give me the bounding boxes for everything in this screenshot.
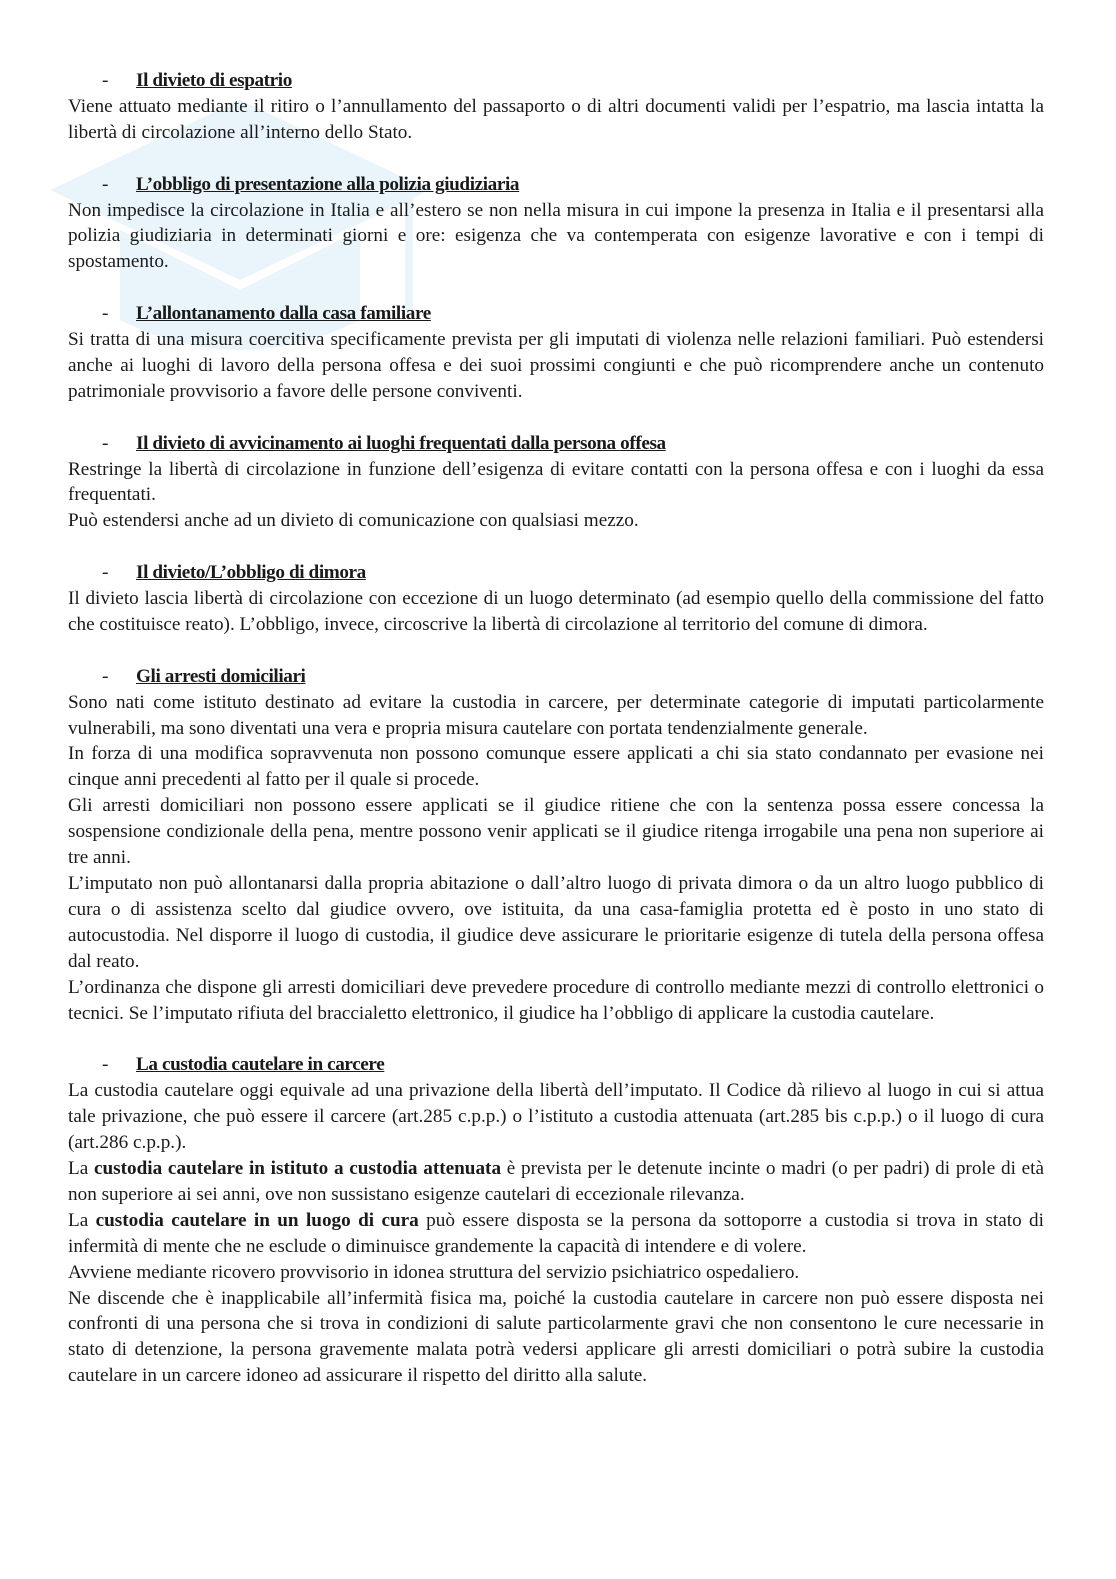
section-allontanamento: [68, 301, 1044, 405]
section-heading: [68, 664, 1044, 690]
heading-dash: -: [102, 303, 109, 325]
section-heading: [68, 560, 1044, 586]
heading-title: L’allontanamento dalla casa familiare: [136, 303, 431, 325]
paragraph-custodia-attenuata: [68, 1156, 1044, 1208]
heading-dash: -: [102, 432, 109, 454]
heading-title: L’obbligo di presentazione alla polizia giudiziaria: [136, 173, 520, 195]
section-divieto-obbligo-dimora: [68, 560, 1044, 638]
text-prefix: La: [68, 1157, 94, 1179]
bold-term: custodia cautelare in istituto a custodia attenuata: [93, 1157, 502, 1179]
section-obbligo-presentazione: [68, 172, 1044, 276]
text-prefix: La: [68, 1209, 96, 1231]
paragraph: L’ordinanza che dispone gli arresti domiciliari deve prevedere procedure di controllo mediante mezzi di controllo elettronici o tecnici. Se l’imputato rifiuta del braccialetto elettronico, il giudice ha l’obbligo di applicare la custodia cautelare.: [68, 976, 1044, 1024]
paragraph: Il divieto lascia libertà di circolazione con eccezione di un luogo determinato (ad esempio quello della commissione del fatto che costituisce reato). L’obbligo, invece, circoscrive la libertà di circolazione al territorio del comune di dimora.: [68, 588, 1044, 635]
paragraph: L’imputato non può allontanarsi dalla propria abitazione o dall’altro luogo di privata dimora o da un altro luogo pubblico di cura o di assistenza scelto dal giudice ovvero, ove istituita, da una casa-famiglia protetta ed è posto in uno stato di autocustodia. Nel disporre il luogo di custodia, il giudice deve assicurare le prioritarie esigenze di tutela della persona offesa dal reato.: [68, 873, 1044, 972]
paragraph: Ne discende che è inapplicabile all’infermità fisica ma, poiché la custodia cautelare in carcere non può essere disposta nei confronti di una persona che si trova in condizioni di salute particolarmente gravi che non consentono le cure necessarie in stato di detenzione, la persona gravemente malata potrà vedersi applicare gli arresti domiciliari o potrà subire la custodia cautelare in un carcere idoneo ad assicurare il rispetto del diritto alla salute.: [68, 1287, 1044, 1387]
section-custodia-carcere: [68, 1052, 1044, 1389]
paragraph: Sono nati come istituto destinato ad evitare la custodia in carcere, per determinate categorie di imputati particolarmente vulnerabili, ma sono diventati una vera e propria misura cautelare con portata tendenzialmente generale.: [68, 691, 1044, 739]
text-suffix: è prevista per le detenute incinte o madri (o per padri) di prole di età non superiore ai sei anni, ove non sussistano esigenze cautelari di eccezionale rilevanza.: [68, 1157, 1044, 1205]
heading-dash: -: [102, 562, 109, 584]
section-arresti-domiciliari: [68, 664, 1044, 1027]
heading-dash: -: [102, 1054, 109, 1076]
paragraph: Si tratta di una misura coercitiva specificamente prevista per gli imputati di violenza nelle relazioni familiari. Può estendersi anche ai luoghi di lavoro della persona offesa e dei suoi prossimi congiunti e che può ricomprendere anche un contenuto patrimoniale provvisorio a favore delle persone conviventi.: [68, 329, 1044, 402]
section-heading: [68, 172, 1044, 198]
bold-term: custodia cautelare in un luogo di cura: [95, 1209, 419, 1231]
paragraph: Non impedisce la circolazione in Italia e all’estero se non nella misura in cui impone la presenza in Italia e il presentarsi alla polizia giudiziaria in determinati giorni e ore: esigenza che va contemperata con esigenze lavorative e con i tempi di spostamento.: [68, 199, 1044, 273]
text-suffix: può essere disposta se la persona da sottoporre a custodia si trova in stato di infermità di mente che ne esclude o diminuisce grandemente la capacità di intendere e di volere.: [68, 1209, 1044, 1257]
section-divieto-avvicinamento: [68, 431, 1044, 535]
section-divieto-espatrio: [68, 68, 1044, 146]
heading-dash: -: [102, 173, 109, 195]
heading-dash: -: [102, 70, 109, 91]
paragraph: Può estendersi anche ad un divieto di comunicazione con qualsiasi mezzo.: [68, 510, 639, 532]
paragraph: In forza di una modifica sopravvenuta non possono comunque essere applicati a chi sia stato condannato per evasione nei cinque anni precedenti al fatto per il quale si procede.: [68, 743, 1044, 791]
heading-title: Il divieto di avvicinamento ai luoghi frequentati dalla persona offesa: [136, 432, 666, 454]
paragraph: La custodia cautelare oggi equivale ad una privazione della libertà dell’imputato. Il Codice dà rilievo al luogo in cui si attua tale privazione, che può essere il carcere (art.285 c.p.p.) o l’istituto a custodia attenuata (art.285 bis c.p.p.) o il luogo di cura (art.286 c.p.p.).: [68, 1080, 1044, 1154]
heading-dash: -: [102, 665, 109, 687]
paragraph: Viene attuato mediante il ritiro o l’annullamento del passaporto o di altri documenti validi per l’espatrio, ma lascia intatta la libertà di circolazione all’interno dello Stato.: [68, 95, 1044, 143]
section-heading: [68, 431, 1044, 457]
paragraph: Avviene mediante ricovero provvisorio in idonea struttura del servizio psichiatrico ospedaliero.: [68, 1261, 800, 1283]
paragraph: Gli arresti domiciliari non possono essere applicati se il giudice ritiene che con la sentenza possa essere concessa la sospensione condizionale della pena, mentre possono venir applicati se il giudice ritenga irrogabile una pena non superiore ai tre anni.: [68, 795, 1044, 869]
heading-title: Il divieto di espatrio: [136, 70, 292, 91]
section-heading: [68, 301, 1044, 327]
heading-title: La custodia cautelare in carcere: [136, 1054, 385, 1076]
heading-title: Il divieto/L’obbligo di dimora: [136, 562, 366, 584]
section-heading: [68, 68, 1044, 94]
paragraph-luogo-cura: [68, 1208, 1044, 1260]
document-page: [68, 68, 1044, 1415]
section-heading: [68, 1052, 1044, 1078]
heading-title: Gli arresti domiciliari: [136, 665, 306, 687]
paragraph: Restringe la libertà di circolazione in funzione dell’esigenza di evitare contatti con la persona offesa e con i luoghi da essa frequentati.: [68, 458, 1044, 506]
